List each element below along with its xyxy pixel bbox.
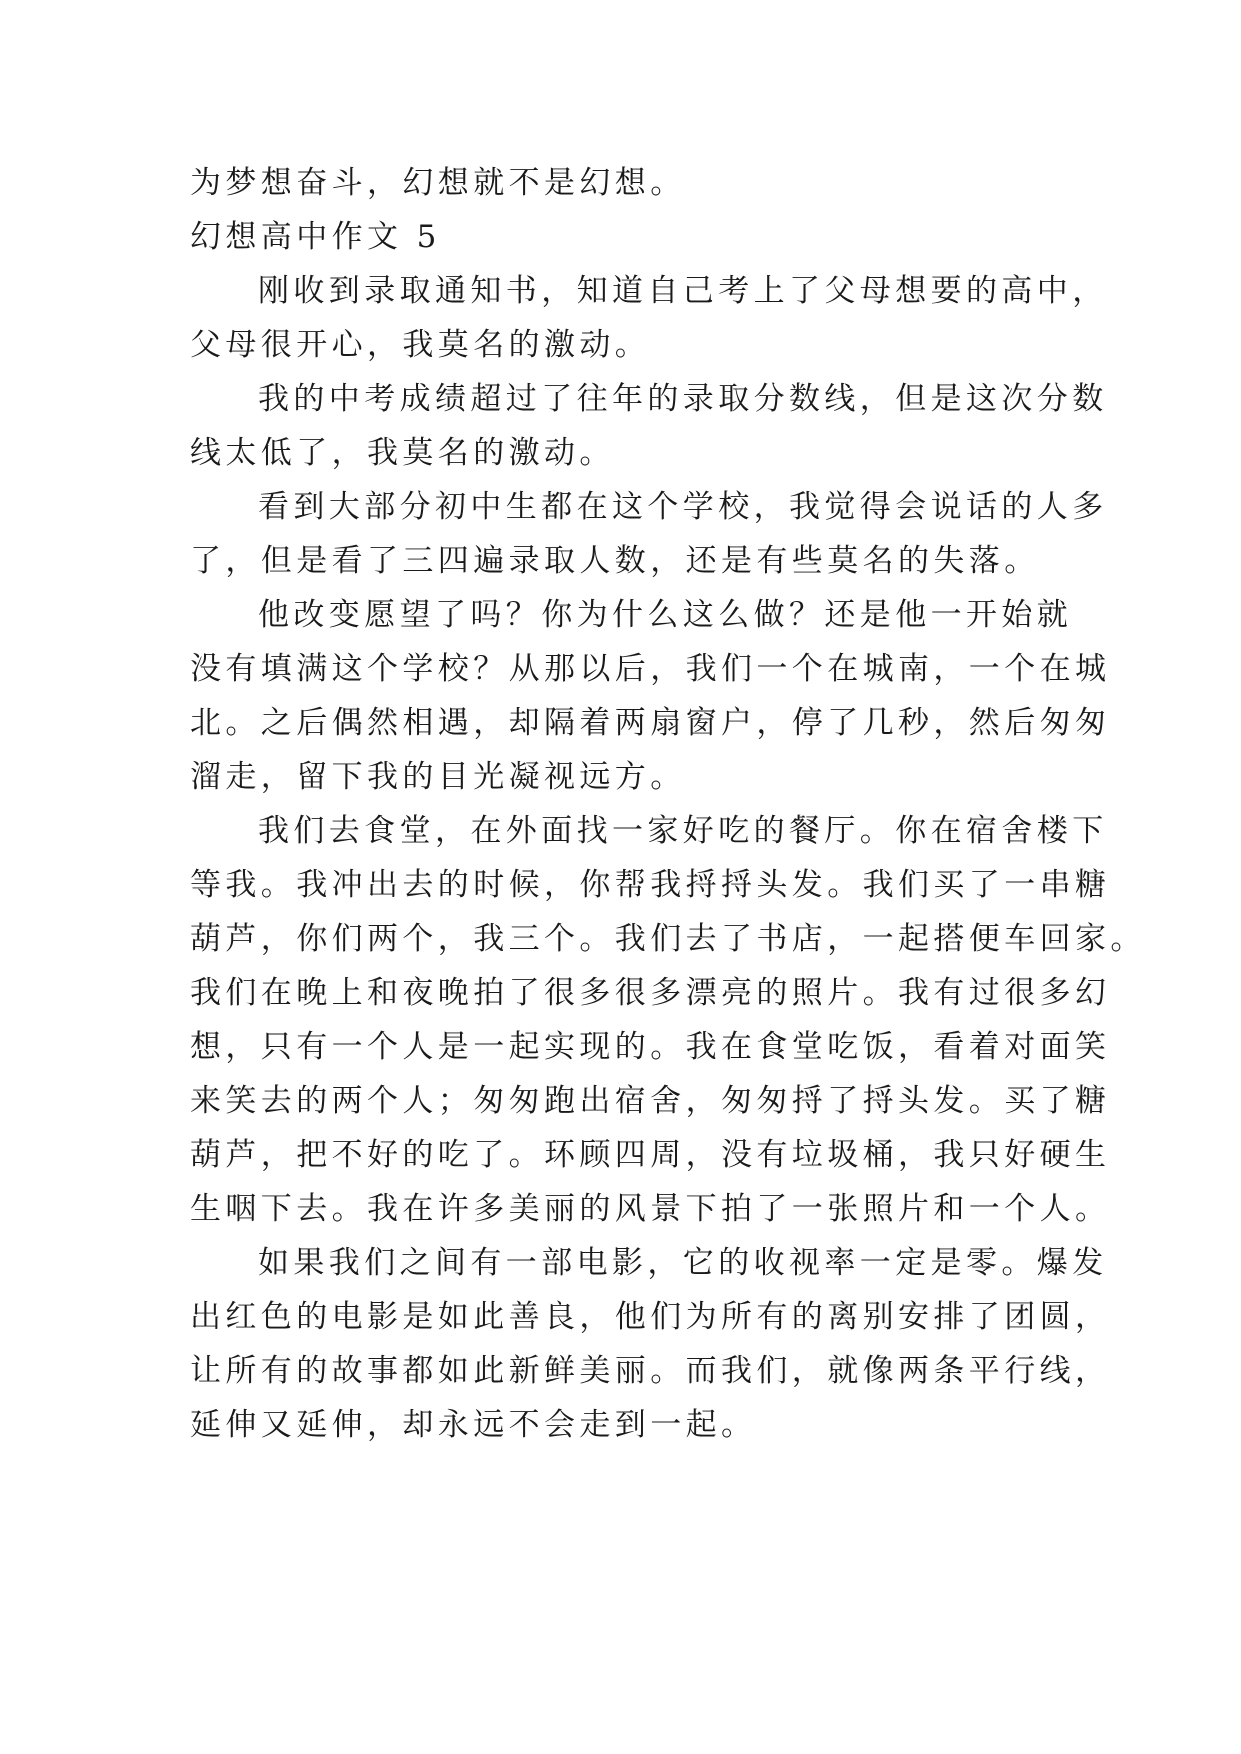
- text-line: 了，但是看了三四遍录取人数，还是有些莫名的失落。: [190, 543, 1040, 579]
- text-line: 让所有的故事都如此新鲜美丽。而我们，就像两条平行线，: [190, 1353, 1111, 1389]
- text-line: 我的中考成绩超过了往年的录取分数线，但是这次分数: [258, 381, 1108, 417]
- text-line: 为梦想奋斗，幻想就不是幻想。: [190, 165, 686, 201]
- text-line: 我们去食堂，在外面找一家好吃的餐厅。你在宿舍楼下: [258, 813, 1108, 849]
- text-line: 父母很开心，我莫名的激动。: [190, 327, 651, 363]
- text-line: 葫芦，把不好的吃了。环顾四周，没有垃圾桶，我只好硬生: [190, 1137, 1111, 1173]
- section-heading: 幻想高中作文 5: [190, 219, 441, 255]
- text-line: 等我。我冲出去的时候，你帮我捋捋头发。我们买了一串糖: [190, 867, 1111, 903]
- text-line: 线太低了，我莫名的激动。: [190, 435, 615, 471]
- text-line: 刚收到录取通知书，知道自己考上了父母想要的高中，: [258, 273, 1108, 309]
- text-line: 没有填满这个学校？从那以后，我们一个在城南，一个在城: [190, 651, 1111, 687]
- text-line: 如果我们之间有一部电影，它的收视率一定是零。爆发: [258, 1245, 1108, 1281]
- text-line: 葫芦，你们两个，我三个。我们去了书店，一起搭便车回家。: [190, 921, 1146, 957]
- text-line: 看到大部分初中生都在这个学校，我觉得会说话的人多: [258, 489, 1108, 525]
- text-line: 想，只有一个人是一起实现的。我在食堂吃饭，看着对面笑: [190, 1029, 1111, 1065]
- text-line: 他改变愿望了吗？你为什么这么做？还是他一开始就: [258, 597, 1073, 633]
- text-line: 来笑去的两个人；匆匆跑出宿舍，匆匆捋了捋头发。买了糖: [190, 1083, 1111, 1119]
- text-line: 延伸又延伸，却永远不会走到一起。: [190, 1407, 757, 1443]
- text-line: 我们在晚上和夜晚拍了很多很多漂亮的照片。我有过很多幻: [190, 975, 1111, 1011]
- text-line: 出红色的电影是如此善良，他们为所有的离别安排了团圆，: [190, 1299, 1111, 1335]
- text-line: 生咽下去。我在许多美丽的风景下拍了一张照片和一个人。: [190, 1191, 1111, 1227]
- text-line: 北。之后偶然相遇，却隔着两扇窗户，停了几秒，然后匆匆: [190, 705, 1111, 741]
- text-line: 溜走，留下我的目光凝视远方。: [190, 759, 686, 795]
